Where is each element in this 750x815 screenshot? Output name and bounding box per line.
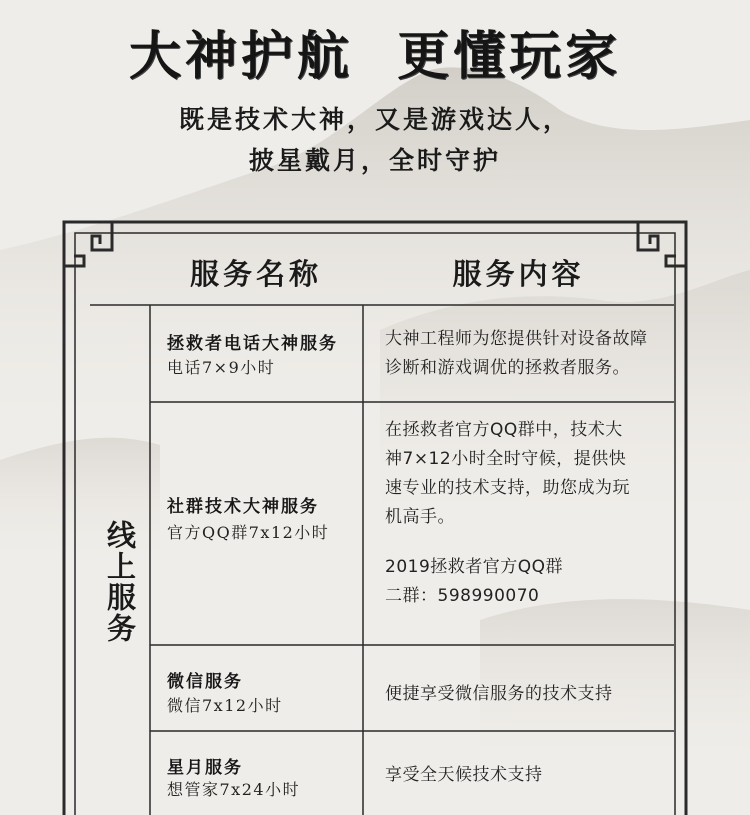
service-name-community: 社群技术大神服务 [167,497,319,517]
service-hours-wechat: 微信7x12小时 [167,696,283,715]
service-name-phone: 拯救者电话大神服务 [167,334,338,354]
description-line: 神7×12小时全时守候，提供快 [385,449,627,469]
subtitle-line-1: 既是技术大神，又是游戏达人， [178,105,571,134]
page-title: 大神护航 更懂玩家 [128,26,622,87]
description-line: 大神工程师为您提供针对设备故障 [385,329,648,349]
service-description-phone [385,325,667,383]
column-header-service-content: 服务内容 [452,257,585,291]
description-line: 在拯救者官方QQ群中，技术大 [385,420,623,440]
description-line: 速专业的技术支持，助您成为玩 [385,478,630,498]
qq-group-title: 2019拯救者官方QQ群 [385,557,564,577]
column-header-service-name: 服务名称 [189,257,322,291]
description-line: 诊断和游戏调优的拯救者服务。 [385,358,630,378]
service-name-wechat: 微信服务 [167,672,243,692]
service-hours-community: 官方QQ群7x12小时 [167,523,330,542]
category-online-service: 线上服务 [103,520,137,644]
description-line: 享受全天候技术支持 [385,765,543,785]
service-hours-starmoon: 想管家7x24小时 [167,780,301,799]
description-line: 便捷享受微信服务的技术支持 [385,684,613,704]
service-name-starmoon: 星月服务 [167,758,243,778]
service-hours-phone: 电话7×9小时 [167,358,276,377]
service-description-starmoon [385,761,667,790]
subtitle-line-2: 披星戴月，全时守护 [248,146,501,175]
description-line: 机高手。 [385,507,455,527]
service-description-wechat [385,680,667,709]
service-description-community [385,416,667,611]
qq-group-number: 二群：598990070 [385,586,540,606]
